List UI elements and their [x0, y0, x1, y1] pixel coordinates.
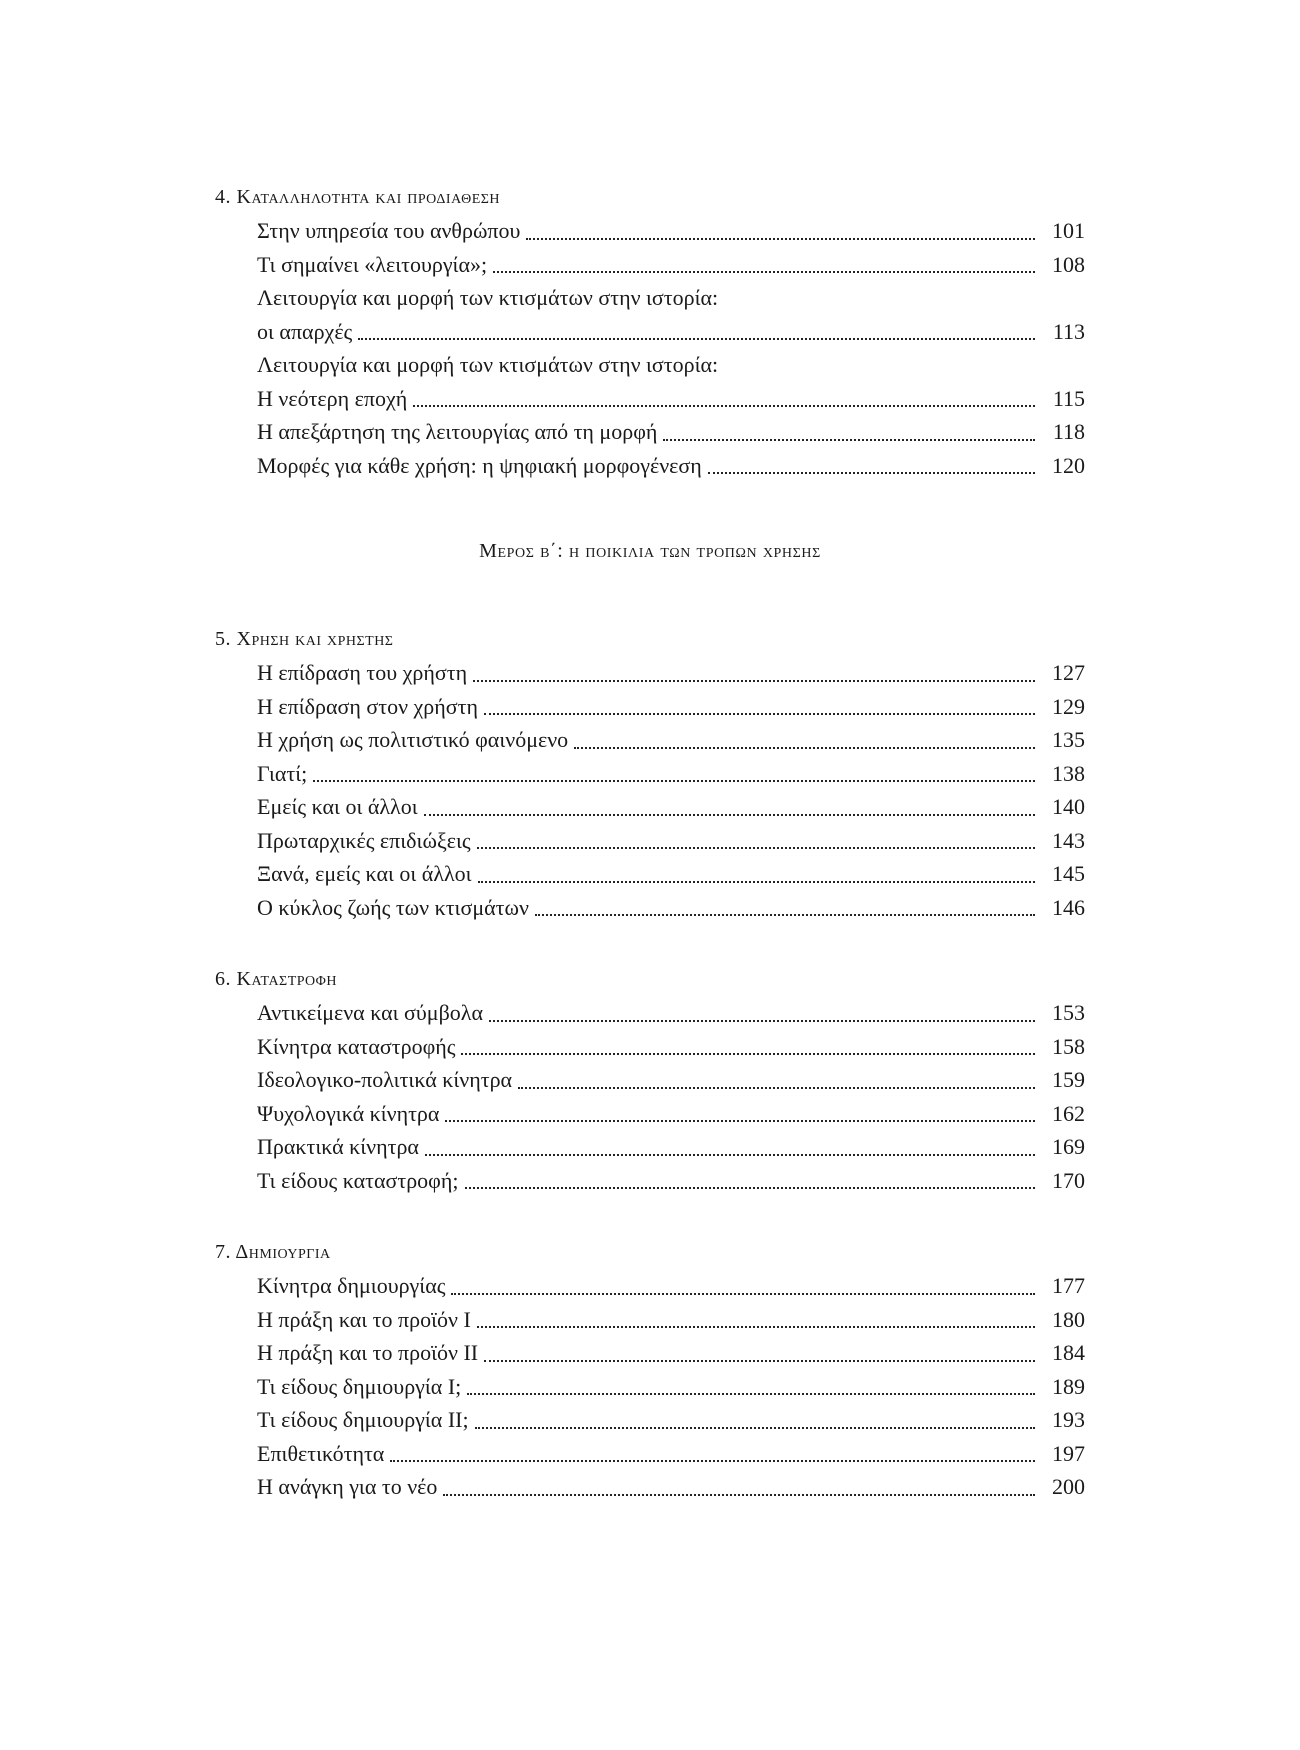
dot-leader: [425, 1154, 1035, 1156]
page-number: 143: [1052, 827, 1085, 853]
toc-entry: [257, 790, 1085, 824]
page-number: 101: [1052, 218, 1085, 243]
page-number: 140: [1052, 794, 1085, 819]
page-number: 120: [1052, 452, 1085, 478]
entry-title: Ξανά, εμείς και οι άλλοι: [257, 861, 472, 886]
dot-leader: [465, 1187, 1036, 1189]
chapter-5: [215, 622, 1085, 924]
page-number: 108: [1052, 251, 1085, 277]
entry-title: Τι είδους καταστροφή;: [257, 1167, 459, 1193]
entry-title: Κίνητρα καταστροφής: [257, 1033, 456, 1059]
entry-title: Η νεότερη εποχή: [257, 385, 408, 411]
dot-leader: [489, 1020, 1035, 1022]
dot-leader: [535, 914, 1035, 916]
toc-entry: [257, 723, 1085, 757]
dot-leader: [461, 1053, 1035, 1055]
page-number: 158: [1052, 1033, 1085, 1059]
dot-leader: [313, 780, 1035, 782]
dot-leader: [413, 405, 1035, 407]
toc-entry: [257, 1370, 1085, 1404]
dot-leader: [467, 1393, 1035, 1395]
toc-entry: [257, 214, 1085, 248]
entry-title: Εμείς και οι άλλοι: [257, 794, 418, 819]
page-number: 197: [1052, 1440, 1085, 1466]
chapter-7: [215, 1235, 1085, 1504]
entry-title: Ψυχολογικά κίνητρα: [257, 1100, 440, 1126]
page-number: 118: [1052, 419, 1085, 444]
dot-leader: [445, 1120, 1035, 1122]
dot-leader: [708, 472, 1035, 474]
dot-leader: [424, 814, 1035, 816]
toc-entry: [257, 1164, 1085, 1198]
dot-leader: [390, 1460, 1035, 1462]
entry-title: Επιθετικότητα: [257, 1440, 385, 1466]
page-number: 113: [1052, 318, 1085, 344]
toc-entry: [257, 656, 1085, 690]
page-number: 169: [1052, 1134, 1085, 1159]
entry-title-first-line: Λειτουργία και μορφή των κτισμάτων στην ιστορία:: [257, 352, 719, 377]
toc-entry: [257, 449, 1085, 483]
toc-entry: [257, 996, 1085, 1030]
dot-leader: [473, 680, 1035, 682]
toc-entry: [257, 757, 1085, 791]
page-number: 200: [1052, 1474, 1085, 1499]
chapter-title: 7. Δημιουργια: [215, 1241, 331, 1263]
toc-entry: [257, 1097, 1085, 1131]
entry-title: Η πράξη και το προϊόν Ι: [257, 1306, 471, 1332]
page-number: 162: [1052, 1100, 1085, 1126]
dot-leader: [484, 713, 1035, 715]
toc-entry: [257, 1030, 1085, 1064]
dot-leader: [477, 1326, 1035, 1328]
entry-title: Η χρήση ως πολιτιστικό φαινόμενο: [257, 727, 569, 752]
toc-entry: [257, 415, 1085, 449]
toc-entry: [257, 690, 1085, 724]
dot-leader: [526, 238, 1035, 240]
page-number: 180: [1052, 1306, 1085, 1332]
page-number: 127: [1052, 660, 1085, 685]
page-number: 129: [1052, 693, 1085, 719]
entry-title: Η πράξη και το προϊόν ΙΙ: [257, 1340, 479, 1365]
toc-entry: [257, 824, 1085, 858]
toc-entry: [257, 1063, 1085, 1097]
chapter-6: [215, 962, 1085, 1197]
dot-leader: [663, 439, 1035, 441]
entry-title: Πρωταρχικές επιδιώξεις: [257, 827, 471, 853]
entry-title: Πρακτικά κίνητρα: [257, 1134, 419, 1159]
chapter-title: 5. Χρηση και χρηστης: [215, 628, 394, 650]
page-number: 189: [1052, 1373, 1085, 1399]
page-number: 153: [1052, 1000, 1085, 1025]
entry-title: Στην υπηρεσία του ανθρώπου: [257, 218, 521, 243]
entry-title-first-line: Λειτουργία και μορφή των κτισμάτων στην ιστορία:: [257, 285, 719, 310]
entry-title: Η επίδραση στον χρήστη: [257, 693, 478, 719]
toc-entry: [257, 1303, 1085, 1337]
chapter-title: 6. Καταστροφη: [215, 968, 337, 990]
entry-title: οι απαρχές: [257, 318, 353, 344]
entry-title: Γιατί;: [257, 760, 308, 786]
part-title: Μερος β΄: η ποικιλια των τροπων χρησης: [479, 540, 821, 562]
entry-title: Ο κύκλος ζωής των κτισμάτων: [257, 894, 529, 920]
page-number: 159: [1052, 1067, 1085, 1092]
page-number: 146: [1052, 894, 1085, 920]
toc-entry: [257, 315, 1085, 349]
entry-title: Τι είδους δημιουργία ΙΙ;: [257, 1407, 469, 1432]
chapter-title: 4. Καταλληλοτητα και προδιαθεση: [215, 186, 501, 208]
entry-title: Η απεξάρτηση της λειτουργίας από τη μορφή: [257, 419, 658, 444]
toc-entry: [257, 1336, 1085, 1370]
dot-leader: [443, 1494, 1035, 1496]
toc-entry: [257, 248, 1085, 282]
dot-leader: [358, 338, 1035, 340]
toc-entry: [257, 1437, 1085, 1471]
dot-leader: [574, 747, 1035, 749]
entry-title: Η ανάγκη για το νέο: [257, 1474, 438, 1499]
page-number: 177: [1052, 1273, 1085, 1298]
entry-title: Μορφές για κάθε χρήση: η ψηφιακή μορφογένεση: [257, 452, 702, 478]
entry-title: Τι είδους δημιουργία Ι;: [257, 1373, 462, 1399]
page-number: 184: [1052, 1340, 1085, 1365]
toc-entry: [257, 1130, 1085, 1164]
entry-title: Κίνητρα δημιουργίας: [257, 1273, 446, 1298]
entry-title: Αντικείμενα και σύμβολα: [257, 1000, 483, 1025]
toc-entry: [257, 891, 1085, 925]
dot-leader: [477, 847, 1035, 849]
toc-entry: [257, 1470, 1085, 1504]
page-number: 170: [1052, 1167, 1085, 1193]
dot-leader: [484, 1360, 1035, 1362]
page-number: 115: [1052, 385, 1085, 411]
dot-leader: [451, 1293, 1035, 1295]
dot-leader: [493, 271, 1035, 273]
toc-entry: [257, 857, 1085, 891]
chapter-4: [215, 180, 1085, 482]
dot-leader: [478, 881, 1035, 883]
toc-entry: [257, 382, 1085, 416]
page-number: 138: [1052, 760, 1085, 786]
toc-entry: [257, 1403, 1085, 1437]
page-number: 145: [1052, 861, 1085, 886]
dot-leader: [518, 1087, 1035, 1089]
page-number: 193: [1052, 1407, 1085, 1432]
dot-leader: [475, 1427, 1035, 1429]
page-number: 135: [1052, 727, 1085, 752]
entry-title: Η επίδραση του χρήστη: [257, 660, 468, 685]
table-of-contents: [215, 180, 1085, 1504]
entry-title: Ιδεολογικο-πολιτικά κίνητρα: [257, 1067, 513, 1092]
toc-entry: [257, 1269, 1085, 1303]
entry-title: Τι σημαίνει «λειτουργία»;: [257, 251, 488, 277]
